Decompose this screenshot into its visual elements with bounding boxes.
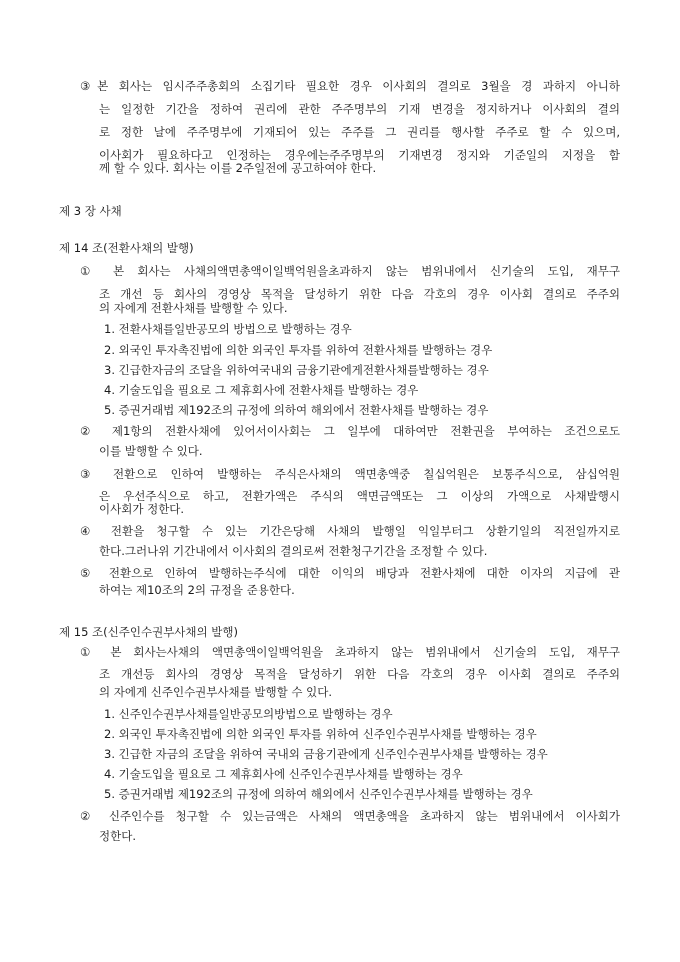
art15-item: 4. 기술도입을 필요로 그 제휴회사에 신주인수권부사채를 발행하는 경우 <box>104 767 463 781</box>
art14-title: 제 14 조(전환사채의 발행) <box>59 241 194 255</box>
art13-p3-line5: 께 할 수 있다. 회사는 이를 2주일전에 공고하여야 한다. <box>99 161 377 175</box>
art14-item: 5. 증권거래법 제192조의 규정에 의하여 해외에서 전환사채를 발행하는 경우 <box>104 403 489 417</box>
art15-p2-line2: 정한다. <box>99 829 136 843</box>
art14-p3-line1: ③ 전환으로 인하여 발행하는 주식은사채의 액면총액중 칠십억원은 보통주식으로, 삼십억원 <box>80 467 620 481</box>
art13-p3-line1: ③본 회사는 임시주주총회의 소집기타 필요한 경우 이사회의 결의로 3월을 경 과하지 아니하 <box>80 79 620 93</box>
art14-item: 2. 외국인 투자촉진법에 의한 외국인 투자를 위하여 전환사채를 발행하는 경우 <box>104 343 493 357</box>
art15-item: 1. 신주인수권부사채를일반공모의방법으로 발행하는 경우 <box>104 707 393 721</box>
art14-item: 1. 전환사채를일반공모의 방법으로 발행하는 경우 <box>104 322 352 336</box>
art14-p2-line1: ② 제1항의 전환사채에 있어서이사회는 그 일부에 대하여만 전환권을 부여하는 조건으로도 <box>80 424 620 438</box>
art14-p5-line2: 하여는 제10조의 2의 규정을 준용한다. <box>99 583 295 597</box>
art14-p4-line2: 한다.그러나위 기간내에서 이사회의 결의로써 전환청구기간을 조정할 수 있다. <box>99 544 488 558</box>
art15-p1-line3: 의 자에게 신주인수권부사채를 발행할 수 있다. <box>99 685 333 699</box>
art15-p1-line2: 조 개선등 회사의 경영상 목적을 달성하기 위한 다음 각호의 경우 이사회 결의로 주주외 <box>99 667 620 681</box>
art15-item: 5. 증권거래법 제192조의 규정에 의하여 해외에서 신주인수권부사채를 발행하는 경우 <box>104 787 533 801</box>
chapter-heading: 제 3 장 사채 <box>59 204 122 218</box>
art14-p3-line3: 이사회가 정한다. <box>99 502 185 516</box>
art14-p5-line1: ⑤ 전환으로 인하여 발행하는주식에 대한 이익의 배당과 전환사채에 대한 이자의 지급에 관 <box>80 566 620 580</box>
art15-title: 제 15 조(신주인수권부사채의 발행) <box>59 625 238 639</box>
art14-p4-line1: ④ 전환을 청구할 수 있는 기간은당해 사채의 발행일 익일부터그 상환기일의 직전일까지로 <box>80 524 620 538</box>
art15-p2-line1: ② 신주인수를 청구할 수 있는금액은 사채의 액면총액을 초과하지 않는 범위내에서 이사회가 <box>80 809 620 823</box>
art13-p3-line2: 는 일정한 기간을 정하여 권리에 관한 주주명부의 기재 변경을 정지하거나 이사회의 결의 <box>99 102 620 116</box>
art13-p3-line4: 이사회가 필요하다고 인정하는 경우에는주주명부의 기재변경 정지와 기준일의 지정을 함 <box>99 148 620 162</box>
art14-item: 3. 긴급한자금의 조달을 위하여국내외 금융기관에게전환사채를발행하는 경우 <box>104 363 489 377</box>
art14-item: 4. 기술도입을 필요로 그 제휴회사에 전환사채를 발행하는 경우 <box>104 383 419 397</box>
art14-p3-line2: 은 우선주식으로 하고, 전환가액은 주식의 액면금액또는 그 이상의 가액으로 사채발행시 <box>99 489 620 503</box>
art15-item: 2. 외국인 투자촉진법에 의한 외국인 투자를 위하여 신주인수권부사채를 발행하는 경우 <box>104 727 537 741</box>
art14-p1-line3: 의 자에게 전환사채를 발행할 수 있다. <box>99 301 288 315</box>
art14-p1-line2: 조 개선 등 회사의 경영상 목적을 달성하기 위한 다음 각호의 경우 이사회 결의로 주주외 <box>99 287 620 301</box>
art13-p3-line3: 로 정한 날에 주주명부에 기재되어 있는 주주를 그 권리를 행사할 주주로 할 수 있으며, <box>99 125 620 139</box>
art15-item: 3. 긴급한 자금의 조달을 위하여 국내외 금융기관에게 신주인수권부사채를 발행하는 경우 <box>104 747 548 761</box>
art15-p1-line1: ① 본 회사는사채의 액면총액이일백억원을 초과하지 않는 범위내에서 신기술의 도입, 재무구 <box>80 645 620 659</box>
art14-p1-line1: ① 본 회사는 사채의액면총액이일백억원을초과하지 않는 범위내에서 신기술의 도입, 재무구 <box>80 264 620 278</box>
art14-p2-line2: 이를 발행할 수 있다. <box>99 444 203 458</box>
